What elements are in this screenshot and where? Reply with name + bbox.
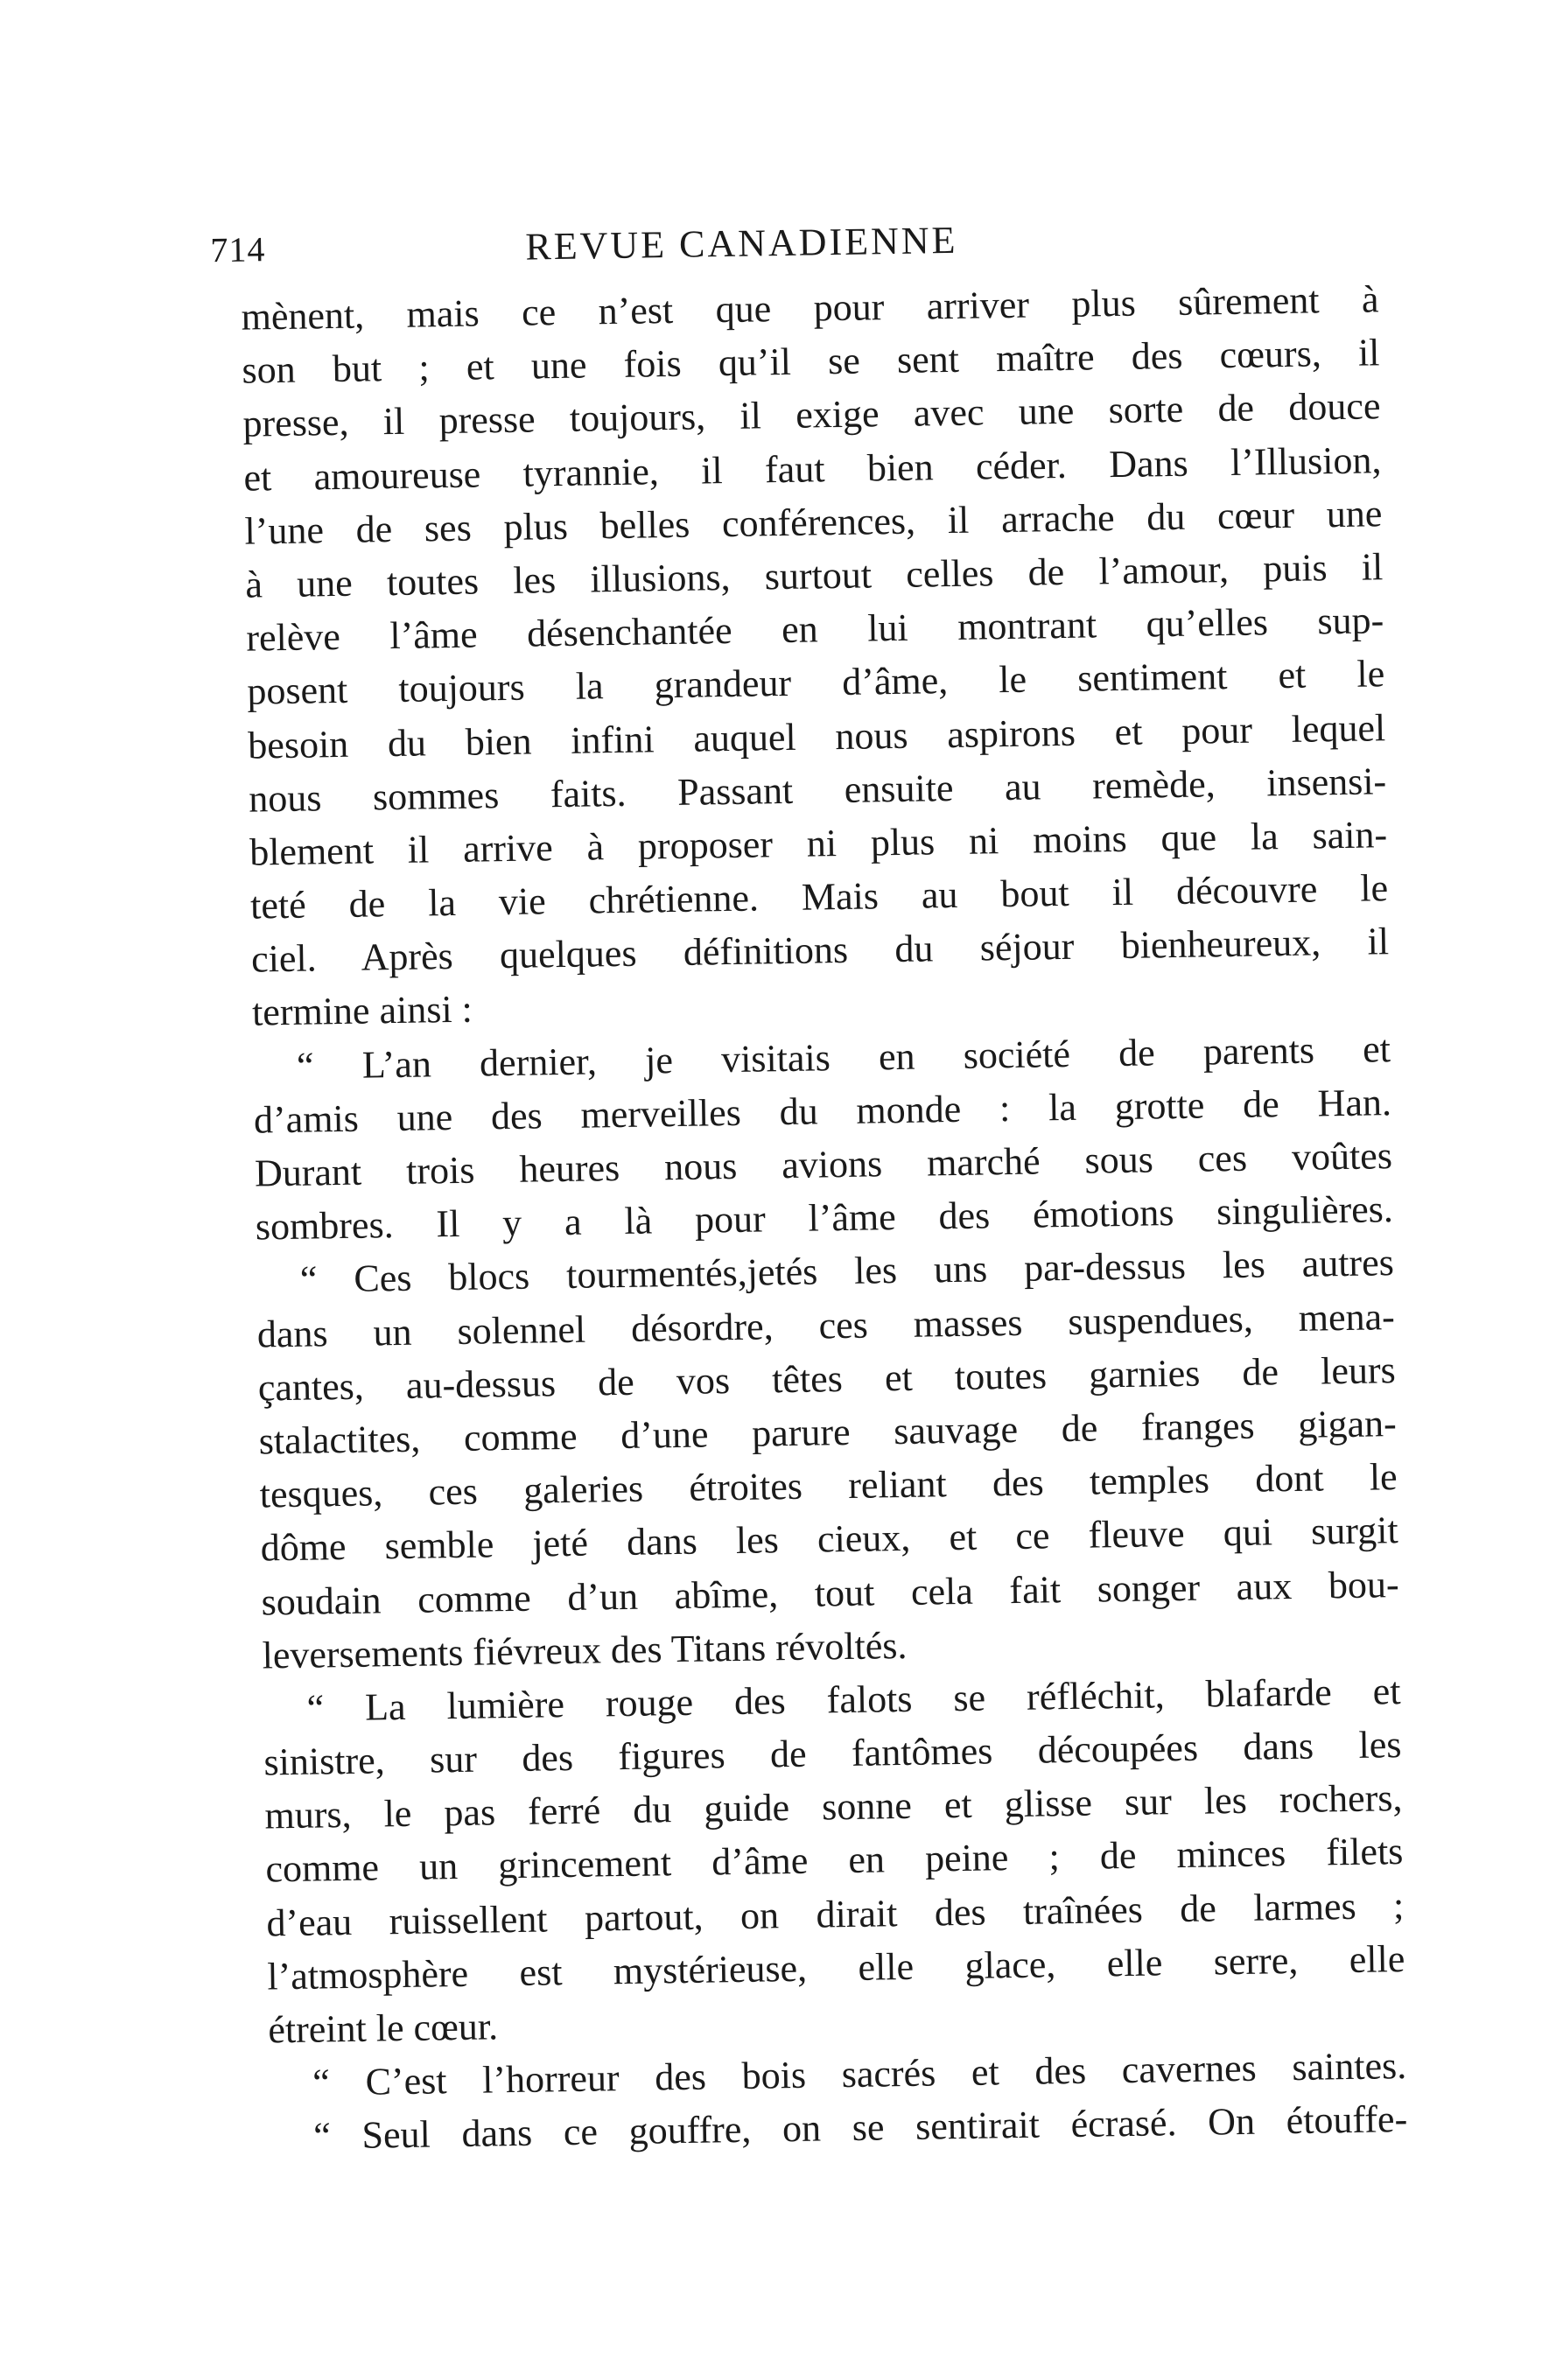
text-line: d’eau ruissellent partout, on dirait des traînées de larmes ;: [266, 1883, 1405, 1945]
text-line: étreint le cœur.: [267, 2005, 499, 2052]
text-line: et amoureuse tyrannie, il faut bien céder. Dans l’Illusion,: [243, 438, 1382, 500]
text-line: çantes, au-dessus de vos têtes et toutes garnies de leurs: [257, 1348, 1397, 1410]
text-line: presse, il presse toujours, il exige avec une sorte de douce: [242, 384, 1381, 446]
text-line: posent toujours la grandeur d’âme, le sentiment et le: [246, 652, 1385, 713]
text-line: leversements fiévreux des Titans révoltés.: [262, 1623, 908, 1677]
text-line: dôme semble jeté dans les cieux, et ce fleuve qui surgit: [260, 1508, 1398, 1570]
text-line: “ C’est l’horreur des bois sacrés et des cavernes saintes.: [312, 2044, 1407, 2104]
body-text: [241, 272, 1407, 2164]
text-line: d’amis une des merveilles du monde : la grotte de Han.: [253, 1080, 1392, 1142]
text-line: Durant trois heures nous avions marché sous ces voûtes: [254, 1134, 1393, 1195]
text-line: tesques, ces galeries étroites reliant des temples dont le: [259, 1455, 1398, 1516]
text-line: sombres. Il y a là pour l’âme des émotions singulières.: [255, 1187, 1394, 1249]
text-line: termine ainsi :: [251, 988, 473, 1035]
journal-title: REVUE CANADIENNE: [525, 218, 958, 269]
text-line: “ L’an dernier, je visitais en société de parents et: [296, 1026, 1391, 1088]
text-line: stalactites, comme d’une parure sauvage de franges gigan-: [258, 1402, 1398, 1463]
text-line: comme un grincement d’âme en peine ; de minces filets: [265, 1830, 1404, 1891]
text-line: murs, le pas ferré du guide sonne et glisse sur les rochers,: [264, 1776, 1403, 1838]
text-line: “ Seul dans ce gouffre, on se sentirait écrasé. On étouffe-: [312, 2097, 1408, 2159]
text-line: “ Ces blocs tourmentés,jetés les uns par-dessus les autres: [299, 1241, 1395, 1302]
text-line: sinistre, sur des figures de fantômes découpées dans les: [263, 1723, 1402, 1784]
text-line: “ La lumière rouge des falots se réfléchit, blafarde et: [306, 1669, 1401, 1730]
text-line: nous sommes faits. Passant ensuite au remède, insensi-: [248, 759, 1387, 821]
running-head: [210, 211, 1375, 282]
text-line: blement il arrive à proposer ni plus ni moins que la sain-: [249, 813, 1388, 874]
text-line: ciel. Après quelques définitions du séjour bienheureux, il: [250, 920, 1390, 981]
text-line: mènent, mais ce n’est que pour arriver plus sûrement à: [241, 277, 1379, 339]
text-line: besoin du bien infini auquel nous aspirons et pour lequel: [247, 705, 1386, 767]
text-line: à une toutes les illusions, surtout celles de l’amour, puis il: [245, 545, 1384, 606]
text-line: dans un solennel désordre, ces masses suspendues, mena-: [256, 1294, 1396, 1356]
text-line: relève l’âme désenchantée en lui montrant qu’elles sup-: [246, 598, 1384, 660]
text-line: soudain comme d’un abîme, tout cela fait songer aux bou-: [261, 1562, 1399, 1623]
text-line: l’atmosphère est mystérieuse, elle glace, elle serre, elle: [267, 1936, 1405, 1998]
text-line: teté de la vie chrétienne. Mais au bout il découvre le: [249, 866, 1389, 928]
text-line: l’une de ses plus belles conférences, il arrache du cœur une: [244, 491, 1383, 553]
text-line: son but ; et une fois qu’il se sent maître des cœurs, il: [242, 331, 1380, 392]
page-number: 714: [210, 229, 266, 270]
